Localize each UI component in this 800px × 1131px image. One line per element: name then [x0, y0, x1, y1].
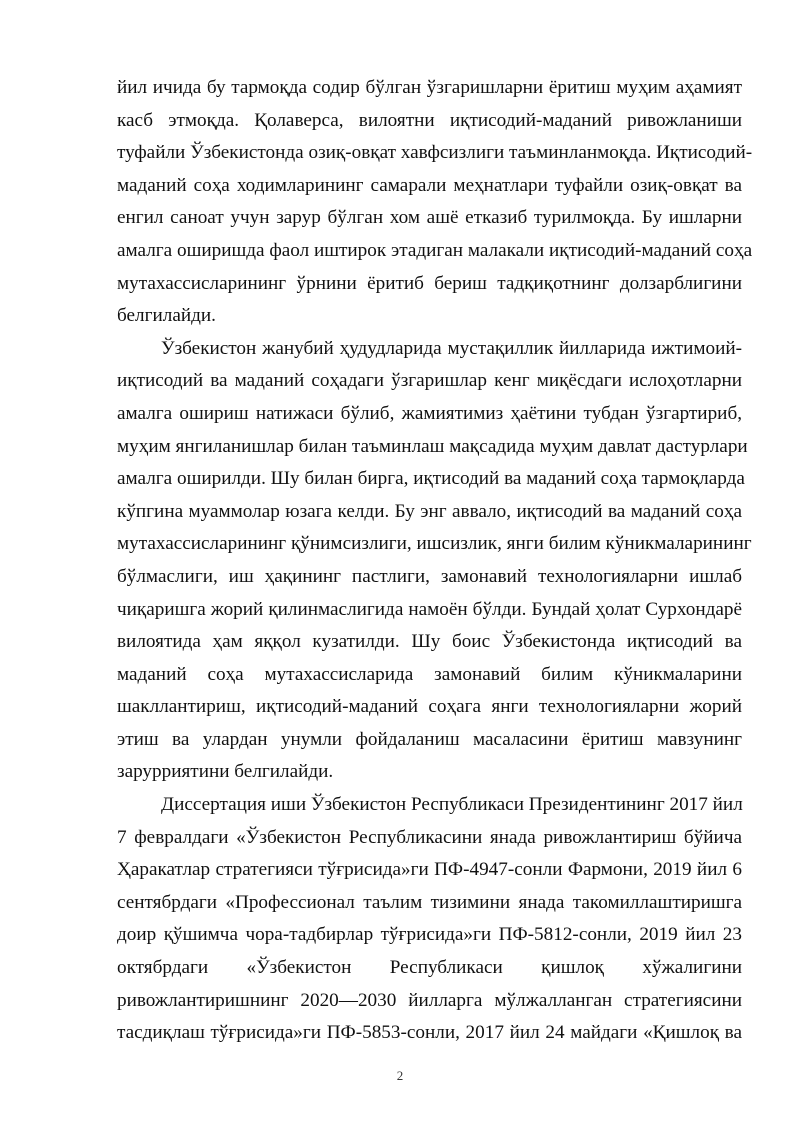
text-line: чиқаришга жорий қилинмаслигида намоён бўлди. Бундай ҳолат Сурхондарё: [117, 598, 742, 620]
text-line: Ҳаракатлар стратегияси тўғрисида»ги ПФ-4947-сонли Фармони, 2019 йил 6: [117, 859, 742, 881]
text-line: вилоятида ҳам яққол кузатилди. Шу боис Ўзбекистонда иқтисодий ва: [117, 631, 742, 653]
text-line: белгилайди.: [117, 305, 216, 327]
text-line: иқтисодий ва маданий соҳадаги ўзгаришлар кенг миқёсдаги ислоҳотларни: [117, 370, 742, 392]
text-line: кўпгина муаммолар юзага келди. Бу энг аввало, иқтисодий ва маданий соҳа: [117, 500, 742, 522]
text-line: мутахассисларининг ўрнини ёритиб бериш тадқиқотнинг долзарблигини: [117, 272, 742, 294]
text-line: бўлмаслиги, иш ҳақининг пастлиги, замонавий технологияларни ишлаб: [117, 565, 742, 587]
text-line: амалга оширилди. Шу билан бирга, иқтисодий ва маданий соҳа тармоқларда: [117, 468, 745, 490]
paragraph: [117, 789, 742, 1050]
body-text: [117, 72, 753, 1050]
text-line: амалга ошириш натижаси бўлиб, жамиятимиз ҳаётини тубдан ўзгартириб,: [117, 402, 742, 424]
text-line: йил ичида бу тармоқда содир бўлган ўзгаришларни ёритиш муҳим аҳамият: [117, 77, 742, 98]
text-line: мутахассисларининг қўнимсизлиги, ишсизлик, янги билим кўникмаларининг: [117, 533, 752, 555]
text-line: ривожлантиришнинг 2020—2030 йилларга мўлжалланган стратегиясини: [117, 989, 742, 1011]
paragraph: [117, 72, 753, 333]
text-line: 7 февралдаги «Ўзбекистон Республикасини янада ривожлантириш бўйича: [117, 826, 742, 848]
text-line: шакллантириш, иқтисодий-маданий соҳага янги технологияларни жорий: [117, 696, 742, 718]
text-line: этиш ва улардан унумли фойдаланиш масаласини ёритиш мавзунинг: [117, 728, 742, 750]
text-line: октябрдаги «Ўзбекистон Республикаси қишлоқ хўжалигини: [117, 957, 742, 979]
text-line: муҳим янгиланишлар билан таъминлаш мақсадида муҳим давлат дастурлари: [117, 435, 748, 457]
text-line: сентябрдаги «Профессионал таълим тизимини янада такомиллаштиришга: [117, 891, 742, 913]
text-line: тасдиқлаш тўғрисида»ги ПФ-5853-сонли, 2017 йил 24 майдаги «Қишлоқ ва: [117, 1022, 742, 1044]
text-line: туфайли Ўзбекистонда озиқ-овқат хавфсизлиги таъминланмоқда. Иқтисодий-: [117, 142, 753, 164]
page-number: 2: [396, 1068, 404, 1083]
text-line: доир қўшимча чора-тадбирлар тўғрисида»ги ПФ-5812-сонли, 2019 йил 23: [117, 924, 742, 946]
text-line: енгил саноат учун зарур бўлган хом ашё етказиб турилмоқда. Бу ишларни: [117, 207, 742, 229]
paragraph: [117, 333, 752, 789]
text-line: касб этмоқда. Қолаверса, вилоятни иқтисодий-маданий ривожланиши: [117, 109, 742, 131]
text-line: Диссертация иши Ўзбекистон Республикаси Президентининг 2017 йил: [161, 794, 743, 816]
text-line: зарурриятини белгилайди.: [117, 761, 334, 783]
text-line: амалга оширишда фаол иштирок этадиган малакали иқтисодий-маданий соҳа: [117, 239, 753, 261]
text-line: Ўзбекистон жанубий ҳудудларида мустақиллик йилларида ижтимоий-: [161, 337, 742, 359]
text-line: маданий соҳа ходимларининг самарали меҳнатлари туфайли озиқ-овқат ва: [117, 174, 742, 196]
text-line: маданий соҳа мутахассисларида замонавий билим кўникмаларини: [117, 663, 742, 685]
